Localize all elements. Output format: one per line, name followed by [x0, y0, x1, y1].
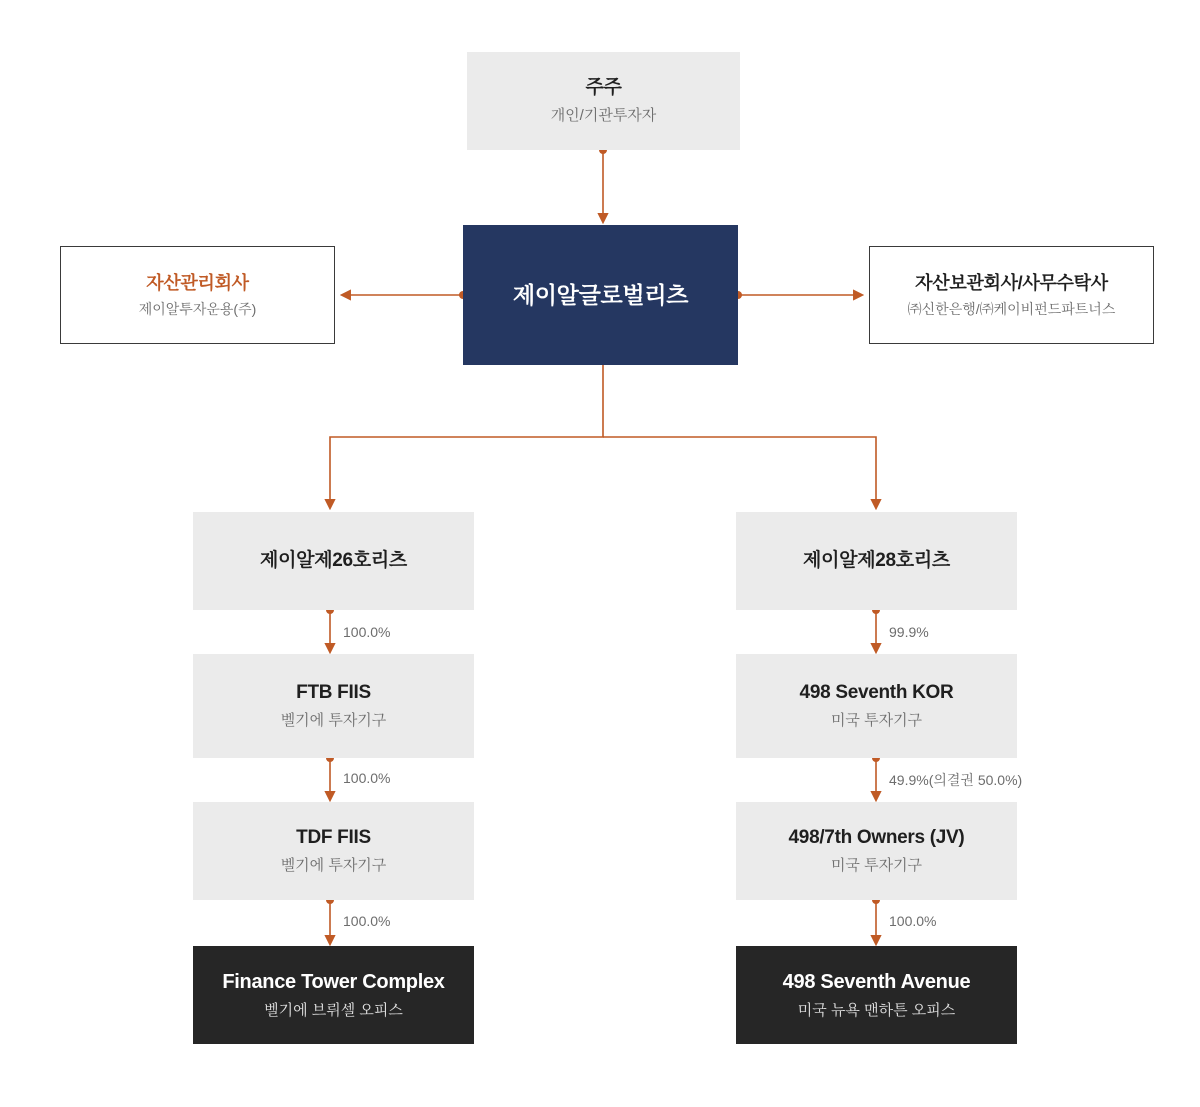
node-right-3-title: 498/7th Owners (JV): [788, 827, 965, 849]
node-left-4-subtitle: 벨기에 브뤼셀 오피스: [264, 1001, 403, 1019]
node-custodian-title: 자산보관회사/사무수탁사: [915, 272, 1108, 293]
node-right-4-subtitle: 미국 뉴욕 맨하튼 오피스: [797, 1001, 956, 1019]
node-left-2-title: FTB FIIS: [296, 682, 371, 704]
node-right-2-title: 498 Seventh KOR: [799, 682, 954, 704]
node-left-3: [193, 802, 474, 900]
edge-label-left-1-2: 100.0%: [343, 624, 391, 640]
node-shareholder: [467, 52, 740, 150]
node-right-4: [736, 946, 1017, 1044]
node-right-1-title: 제이알제28호리츠: [803, 550, 950, 572]
node-left-1-title: 제이알제26호리츠: [260, 550, 407, 572]
node-asset-manager-title: 자산관리회사: [146, 272, 249, 293]
edge-label-right-1-2: 99.9%: [889, 624, 929, 640]
node-right-2: [736, 654, 1017, 758]
node-asset-manager-subtitle: 제이알투자운용(주): [138, 301, 257, 318]
node-left-2-subtitle: 벨기에 투자기구: [280, 712, 387, 730]
node-left-3-title: TDF FIIS: [296, 827, 371, 849]
edge-label-right-2-3: 49.9%(의결권 50.0%): [889, 772, 1023, 788]
edge-label-left-2-3: 100.0%: [343, 770, 391, 786]
node-right-1: [736, 512, 1017, 610]
node-reit: [463, 225, 738, 365]
node-left-3-subtitle: 벨기에 투자기구: [280, 857, 387, 875]
node-asset-manager: [60, 246, 335, 344]
node-custodian-subtitle: ㈜신한은행/㈜케이비펀드파트너스: [907, 301, 1116, 318]
node-left-1: [193, 512, 474, 610]
node-right-3: [736, 802, 1017, 900]
node-right-3-subtitle: 미국 투자기구: [830, 857, 923, 875]
node-shareholder-title: 주주: [585, 77, 622, 99]
edge-label-right-3-4: 100.0%: [889, 913, 937, 929]
node-custodian: [869, 246, 1154, 344]
node-right-4-title: 498 Seventh Avenue: [782, 970, 971, 993]
node-right-2-subtitle: 미국 투자기구: [830, 712, 923, 730]
node-reit-title: 제이알글로벌리츠: [512, 281, 689, 308]
node-left-2: [193, 654, 474, 758]
edge-label-left-3-4: 100.0%: [343, 913, 391, 929]
node-left-4: [193, 946, 474, 1044]
node-left-4-title: Finance Tower Complex: [222, 970, 445, 993]
node-shareholder-subtitle: 개인/기관투자자: [550, 107, 657, 125]
